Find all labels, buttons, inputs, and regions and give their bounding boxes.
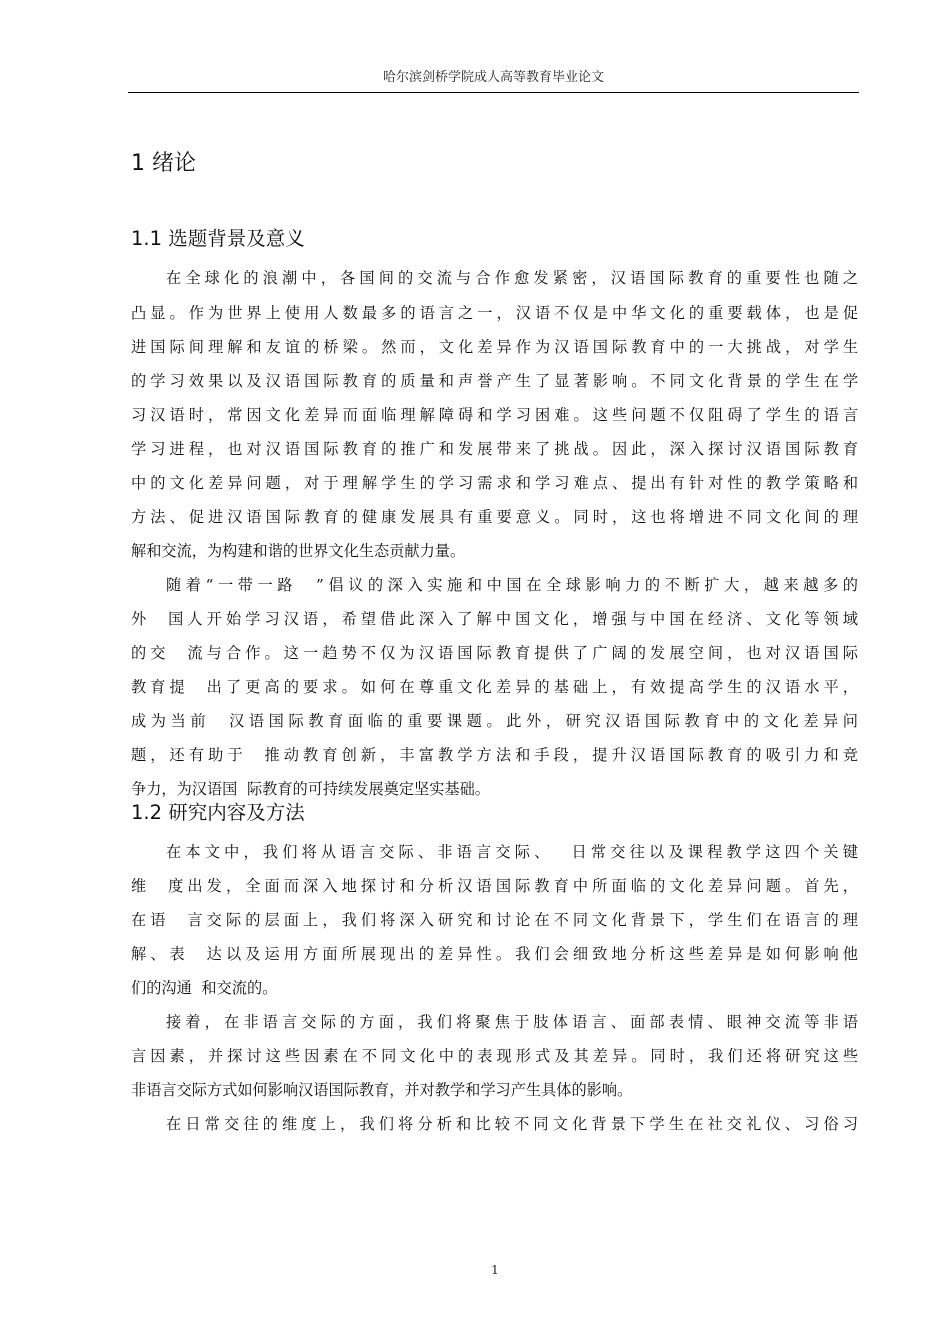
paragraph-line: 中的文化差异问题，对于理解学生的学习需求和学习难点、提出有针对性的教学策略和 [131,474,858,492]
paragraph-line: 学习进程，也对汉语国际教育的推广和发展带来了挑战。因此，深入探讨汉语国际教育 [131,440,858,458]
paragraph-line: 方法、促进汉语国际教育的健康发展具有重要意义。同时，这也将增进不同文化间的理 [131,508,858,526]
paragraph-line: 解、表 达以及运用方面所展现出的差异性。我们会细致地分析这些差异是如何影响他 [131,945,858,963]
page-number: 1 [491,1263,499,1277]
paragraph-line: 外 国人开始学习汉语，希望借此深入了解中国文化，增强与中国在经济、文化等领域 [131,610,858,628]
paragraph-line: 言因素，并探讨这些因素在不同文化中的表现形式及其差异。同时，我们还将研究这些 [131,1047,858,1065]
paragraph-line: 随着“一带一路 ”倡议的深入实施和中国在全球影响力的不断扩大，越来越多的 [166,576,858,594]
paragraph-line: 维 度出发，全面而深入地探讨和分析汉语国际教育中所面临的文化差异问题。首先， [131,877,858,895]
paragraph-line: 成为当前 汉语国际教育面临的重要课题。此外，研究汉语国际教育中的文化差异问 [131,712,858,730]
paragraph-line: 的学习效果以及汉语国际教育的质量和声誉产生了显著影响。不同文化背景的学生在学 [131,372,858,390]
paragraph-line: 题，还有助于 推动教育创新，丰富教学方法和手段，提升汉语国际教育的吸引力和竞 [131,746,858,764]
running-header-title: 哈尔滨剑桥学院成人高等教育毕业论文 [382,70,604,85]
section-title-1-1: 1.1 选题背景及意义 [131,227,305,250]
paragraph-line: 在本文中，我们将从语言交际、非语言交际、 日常交往以及课程教学这四个关键 [166,843,858,861]
paragraph-line: 在语 言交际的层面上，我们将深入研究和讨论在不同文化背景下，学生们在语言的理 [131,911,858,929]
paragraph-line: 进国际间理解和友谊的桥梁。然而，文化差异作为汉语国际教育中的一大挑战，对学生 [131,338,858,356]
paragraph-line: 凸显。作为世界上使用人数最多的语言之一，汉语不仅是中华文化的重要载体，也是促 [131,304,858,322]
paragraph-line: 的交 流与合作。这一趋势不仅为汉语国际教育提供了广阔的发展空间，也对汉语国际 [131,644,858,662]
chapter-title: 1 绪论 [131,151,196,176]
paragraph-line: 在全球化的浪潮中，各国间的交流与合作愈发紧密，汉语国际教育的重要性也随之 [166,269,858,287]
paragraph-line: 习汉语时，常因文化差异而面临理解障碍和学习困难。这些问题不仅阻碍了学生的语言 [131,406,858,424]
paragraph-line: 们的沟通 和交流的。 [131,979,278,997]
paragraph-line: 非语言交际方式如何影响汉语国际教育，并对教学和学习产生具体的影响。 [131,1081,633,1099]
paragraph-line: 教育提 出了更高的要求。如何在尊重文化差异的基础上，有效提高学生的汉语水平， [131,678,858,696]
paragraph-line: 接着，在非语言交际的方面，我们将聚焦于肢体语言、面部表情、眼神交流等非语 [166,1013,858,1031]
paragraph-line: 在日常交往的维度上，我们将分析和比较不同文化背景下学生在社交礼仪、习俗习 [166,1115,858,1133]
paragraph-line: 解和交流，为构建和谐的世界文化生态贡献力量。 [131,542,466,560]
running-header [128,68,859,93]
section-title-1-2: 1.2 研究内容及方法 [131,801,305,824]
paragraph-line: 争力，为汉语国 际教育的可持续发展奠定坚实基础。 [131,780,490,798]
